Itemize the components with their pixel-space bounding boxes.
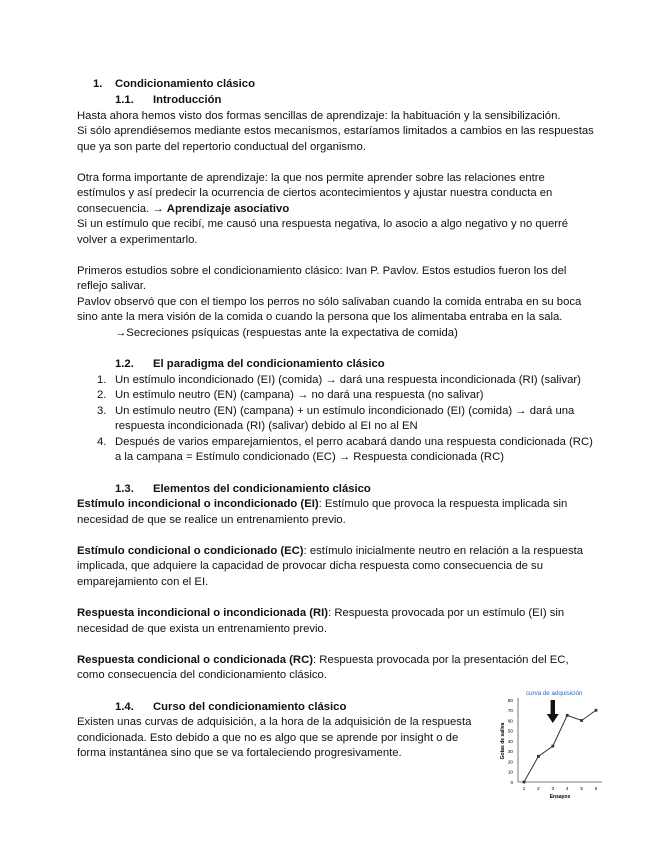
acquisition-curve-chart [496,686,608,808]
paragraph-line: Pavlov observó que con el tiempo los perros no sólo salivaban cuando la comida entraba en su boca [77,296,582,308]
x-tick-label: 3 [551,786,555,791]
x-tick-label: 4 [565,786,569,791]
data-points [523,709,598,784]
paragraph-line: estímulos y así predecir la ocurrencia de ciertos acontecimientos y ajustar nuestra conducta en [77,187,553,199]
arrow-shaft [551,700,555,714]
y-axis-label: Gotas de saliva [500,722,506,760]
y-tick-label: 0 [510,779,513,785]
x-tick-label: 6 [594,786,598,791]
y-tick-label: 50 [507,728,513,734]
definition-term: Estímulo condicional o condicionado (EC) [77,545,304,557]
paragraph-line: volver a experimentarlo. [77,234,198,246]
list-number: 4. [97,436,107,448]
y-tick-label: 10 [507,769,513,775]
definition-term: Respuesta condicional o condicionada (RC) [77,654,314,666]
y-tick-label: 80 [507,697,513,703]
list-number: 2. [97,389,107,401]
paragraph-line: Hasta ahora hemos visto dos formas sencillas de aprendizaje: la habituación y la sensibilización. [77,110,561,122]
paragraph-line: que ya son parte del repertorio conductual del organismo. [77,141,366,153]
y-tick-label: 30 [507,749,513,755]
annotation-arrow [547,700,559,723]
heading-1-4-number: 1.4. [115,701,134,713]
paragraph-line: condicionada. Esto debido a que no es algo que se aprende por insight o de [77,732,459,744]
list-text-continued: a la campana = Estímulo condicionado (EC) → Respuesta condicionada (RC) [115,451,504,463]
data-point [551,745,554,748]
list-text: Un estímulo neutro (EN) (campana) → no dará una respuesta (no salivar) [115,389,484,401]
x-tick-label: 5 [580,786,583,791]
y-tick-label: 60 [507,718,513,724]
data-point [580,719,583,722]
definition-term: Estímulo incondicional o incondicionado (EI) [77,498,319,510]
list-item [97,435,593,449]
series-line [524,710,596,782]
x-tick-label: 2 [537,786,540,791]
y-tick-label: 40 [507,738,513,744]
definition-line [77,606,564,620]
heading-1-3-title: Elementos del condicionamiento clásico [153,483,371,495]
list-text: Después de varios emparejamientos, el perro acabará dando una respuesta condicionada (RC) [115,436,593,448]
data-point [566,714,569,717]
x-axis-ticks [523,786,598,791]
definition-text: : estímulo inicialmente neutro en relación a la respuesta [303,545,584,557]
paragraph-line: necesidad de que exista un entrenamiento previo. [77,623,327,635]
list-number: 3. [97,405,107,417]
heading-1-2-number: 1.2. [115,358,134,370]
data-point [595,709,598,712]
key-term: Aprendizaje asociativo [166,203,290,215]
heading-1-2-title: El paradigma del condicionamiento clásico [153,358,385,370]
y-axis-ticks [508,698,514,785]
heading-1-1-title: Introducción [153,94,222,106]
heading-1 [93,77,255,91]
paragraph-line: Si sólo aprendiésemos mediante estos mecanismos, estaríamos limitados a cambios en las respuestas [77,125,594,137]
x-axis-label: Ensayos [549,794,571,800]
definition-line [77,544,583,558]
list-item [97,388,484,402]
definition-line [77,497,567,511]
heading-1-4-title: Curso del condicionamiento clásico [153,701,347,713]
chart-title: curva de adquisición [526,690,583,697]
paragraph-line [77,202,289,216]
indented-line: →Secreciones psíquicas (respuestas ante la expectativa de comida) [115,327,458,339]
paragraph-line: reflejo salivar. [77,280,147,292]
paragraph-line: Otra forma importante de aprendizaje: la que nos permite aprender sobre las relaciones entre [77,172,545,184]
heading-1-1-number: 1.1. [115,94,134,106]
paragraph-line: emparejamiento con el EI. [77,576,209,588]
paragraph-line: Existen unas curvas de adquisición, a la hora de la adquisición de la respuesta [77,716,472,728]
list-item [97,373,581,387]
list-text: Un estímulo incondicionado (EI) (comida) → dará una respuesta incondicionada (RI) (salivar) [115,374,581,386]
arrow-head [547,714,559,723]
paragraph-line: implicada, que adquiere la capacidad de provocar dicha respuesta como consecuencia de su [77,560,543,572]
paragraph-line: sino ante la mera visión de la comida o cuando la persona que los alimentaba entraba en la sala. [77,311,563,323]
definition-text: : Respuesta provocada por un estímulo (EI) sin [328,607,565,619]
arrow-text: consecuencia. → [77,203,167,215]
data-point [523,781,526,784]
definition-line [77,653,569,667]
heading-1-3 [115,482,371,496]
paragraph-line: Primeros estudios sobre el condicionamiento clásico: Ivan P. Pavlov. Estos estudios fueron los del [77,265,567,277]
y-tick-label: 20 [507,759,513,765]
heading-1-1 [115,93,221,107]
x-tick-label: 1 [522,786,526,791]
heading-1-3-number: 1.3. [115,483,134,495]
heading-1-number: 1. [93,78,103,90]
definition-text: : Respuesta provocada por la presentación del EC, [313,654,569,666]
list-text: Un estímulo neutro (EN) (campana) + un estímulo incondicionado (EI) (comida) → dará una [115,405,575,417]
list-item [97,404,574,418]
heading-1-2 [115,357,385,371]
heading-1-4 [115,700,346,714]
y-tick-label: 70 [507,708,513,714]
definition-text: : Estímulo que provoca la respuesta implicada sin [318,498,568,510]
heading-1-title: Condicionamiento clásico [115,78,255,90]
list-text-continued: respuesta incondicionada (RI) (salivar) debido al EI no al EN [115,420,418,432]
paragraph-line: forma instantánea sino que se va fortaleciendo progresivamente. [77,747,402,759]
data-point [537,755,540,758]
paragraph-line: Si un estímulo que recibí, me causó una respuesta negativa, lo asocio a algo negativo y no querré [77,218,569,230]
paragraph-line: necesidad de que se realice un entrenamiento previo. [77,514,346,526]
paragraph-line: como consecuencia del condicionamiento clásico. [77,669,327,681]
list-number: 1. [97,374,107,386]
definition-term: Respuesta incondicional o incondicionada (RI) [77,607,329,619]
